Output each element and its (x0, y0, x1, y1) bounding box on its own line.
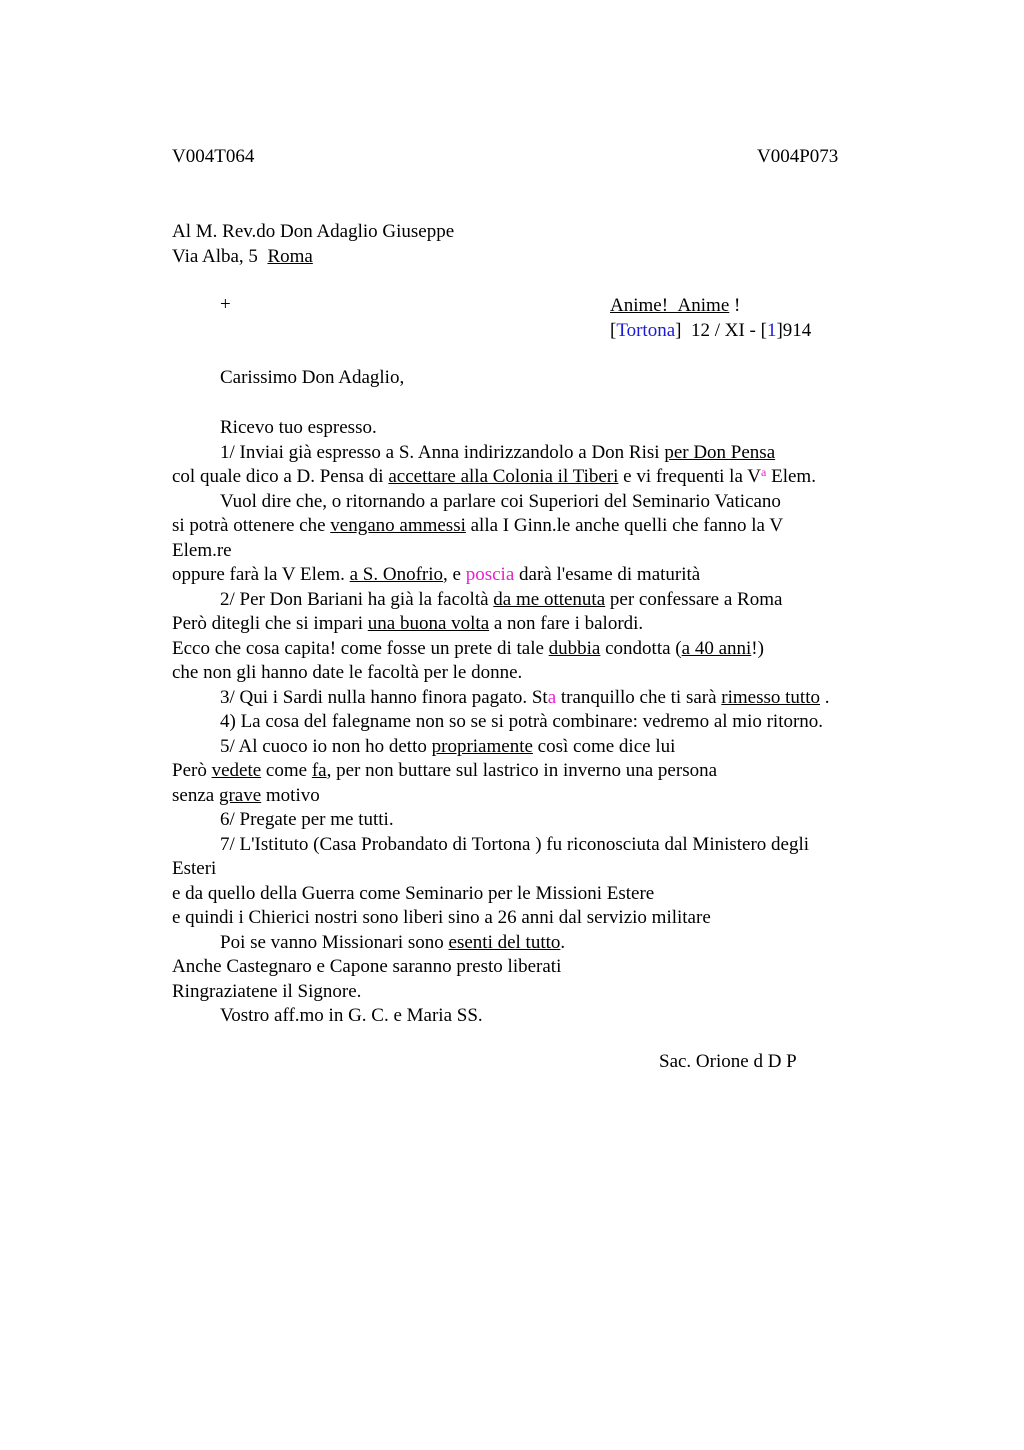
motto: Anime! Anime ! (610, 295, 741, 316)
body-line: 1/ Inviai già espresso a S. Anna indirizzandolo a Don Risi per Don Pensa (220, 441, 776, 463)
body-line: Vuol dire che, o ritornando a parlare coi Superiori del Seminario Vaticano (220, 490, 781, 512)
recipient-city: Roma (267, 245, 313, 267)
closing-line: Vostro aff.mo in G. C. e Maria SS. (220, 1005, 483, 1026)
body-line: Ringraziatene il Signore. (172, 980, 362, 1002)
recipient-address (172, 220, 454, 269)
body-line: Però vedete come fa, per non buttare sul lastrico in inverno una persona (172, 760, 718, 781)
body-line: Anche Castegnaro e Capone saranno presto liberati (172, 956, 562, 977)
body-line: senza grave motivo (172, 784, 320, 806)
dateline: [Tortona] 12 / XI - [1]914 (610, 319, 812, 341)
recipient-street-line (172, 245, 454, 270)
body-line: col quale dico a D. Pensa di accettare alla Colonia il Tiberi e vi frequenti la $V^a$ Elem. (172, 465, 816, 487)
cross-mark: + (220, 294, 231, 315)
body-line: 2/ Per Don Bariani ha già la facoltà da me ottenuta per confessare a Roma (220, 588, 783, 610)
date-place: Tortona (616, 319, 676, 341)
body-line: e da quello della Guerra come Seminario per le Missioni Estere (172, 882, 655, 904)
document-code-right: V004P073 (757, 146, 839, 167)
body-line: Elem.re (172, 539, 232, 561)
signature: Sac. Orione d D P (659, 1051, 797, 1072)
body-line: Ecco che cosa capita! come fosse un prete di tale dubbia condotta (a 40 anni!) (172, 637, 764, 659)
document-code-left: V004T064 (172, 146, 255, 167)
letter-body (172, 416, 892, 1029)
body-line: Però ditegli che si impari una buona volta a non fare i balordi. (172, 613, 644, 634)
body-line: si potrà ottenere che vengano ammessi alla I Ginn.le anche quelli che fanno la V (172, 515, 784, 536)
body-line: 5/ Al cuoco io non ho detto propriamente così come dice lui (220, 735, 676, 757)
body-line: Esteri (172, 858, 217, 879)
body-line: che non gli hanno date le facoltà per le donne. (172, 662, 523, 683)
body-line: Ricevo tuo espresso. (220, 417, 377, 438)
recipient-name: Al M. Rev.do Don Adaglio Giuseppe (172, 221, 455, 242)
greeting: Carissimo Don Adaglio, (220, 367, 405, 388)
body-line: 6/ Pregate per me tutti. (220, 809, 394, 830)
body-line: 7/ L'Istituto (Casa Probandato di Tortona ) fu riconosciuta dal Ministero degli (220, 833, 810, 855)
body-line: 4) La cosa del falegname non so se si potrà combinare: vedremo al mio ritorno. (220, 711, 824, 732)
recipient-street: Via Alba, 5 (172, 245, 258, 267)
body-line: oppure farà la V Elem. a S. Onofrio, e poscia darà l'esame di maturità (172, 564, 701, 585)
body-line: e quindi i Chierici nostri sono liberi sino a 26 anni dal servizio militare (172, 907, 711, 928)
motto-and-date (610, 294, 811, 343)
body-line: Poi se vanno Missionari sono esenti del tutto. (220, 931, 566, 953)
body-line: 3/ Qui i Sardi nulla hanno finora pagato. Sta tranquillo che ti sarà rimesso tutto . (220, 686, 830, 708)
